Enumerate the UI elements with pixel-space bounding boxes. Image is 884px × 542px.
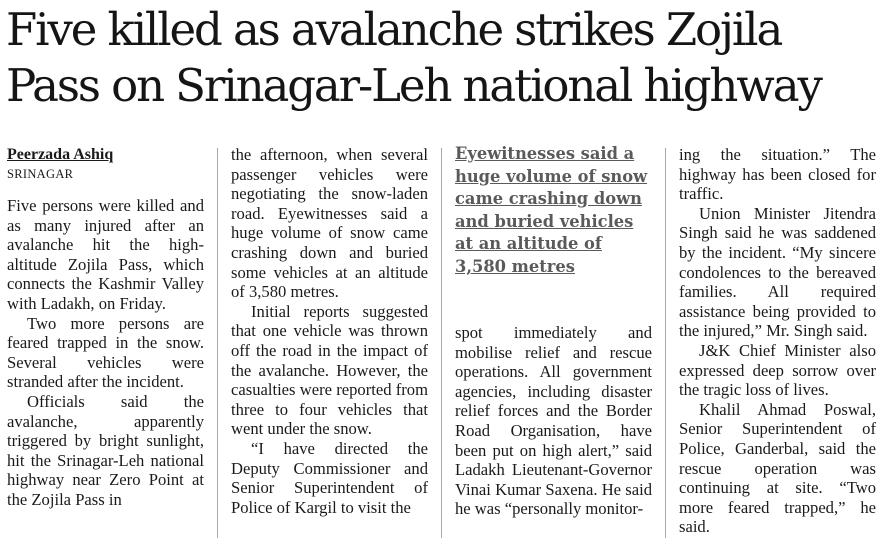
paragraph: Initial reports suggested that one vehicle was thrown off the road in the impact of the avalanche. However, the casualties were reported from three to four vehicles that went under the snow. [231, 301, 428, 439]
dateline: SRINAGAR [7, 167, 74, 181]
paragraph: Union Minister Jitendra Singh said he was saddened by the incident. “My sincere condolences to the bereaved families. All required assistance being provided to the injured,” Mr. Singh said. [679, 203, 876, 341]
paragraph: Officials said the avalanche, apparently triggered by bright sunlight, hit the Srinagar-Leh national highway near Zero Point at the Zojila Pass in [7, 391, 204, 509]
paragraph: J&K Chief Minister also expressed deep sorrow over the tragic loss of lives. [679, 340, 876, 400]
column-4 [679, 145, 876, 537]
column-1 [7, 145, 204, 510]
paragraph: ing the situation.” The highway has been closed for traffic. [679, 145, 876, 204]
column-divider [217, 148, 218, 538]
paragraph: Khalil Ahmad Poswal, Senior Superintendent of Police, Ganderbal, said the rescue operation was continuing at site. “Two more feared trapped,” he said. [679, 399, 876, 537]
column-2 [231, 145, 428, 517]
paragraph: the afternoon, when several passenger vehicles were negotiating the snow-laden road. Eyewitnesses said a huge volume of snow came crashing down and buried some vehicles at an altitude of 3,580 metres. [231, 145, 428, 302]
paragraph: Two more persons are feared trapped in the snow. Several vehicles were stranded after the incident. [7, 313, 204, 392]
column-divider [665, 148, 666, 538]
paragraph: Five persons were killed and as many injured after an avalanche hit the high-altitude Zojila Pass, which connects the Kashmir Valley with Ladakh, on Friday. [7, 196, 204, 313]
headline: Five killed as avalanche strikes Zojila Pass on Srinagar-Leh national highway [6, 3, 821, 112]
paragraph: spot immediately and mobilise relief and rescue operations. All government agencies, including disaster relief forces and the Border Road Organisation, have been put on high alert,” said Ladakh Lieutenant-Governor Vinai Kumar Saxena. He said he was “personally monitor- [455, 323, 652, 519]
column-3 [455, 323, 652, 519]
paragraph: “I have directed the Deputy Commissioner and Senior Superintendent of Police of Kargil to visit the [231, 438, 428, 517]
pull-quote: Eyewitnesses said a huge volume of snow came crashing down and buried vehicles at an altitude of 3,580 metres [455, 144, 648, 276]
byline: Peerzada Ashiq [7, 146, 114, 163]
column-divider [441, 148, 442, 538]
